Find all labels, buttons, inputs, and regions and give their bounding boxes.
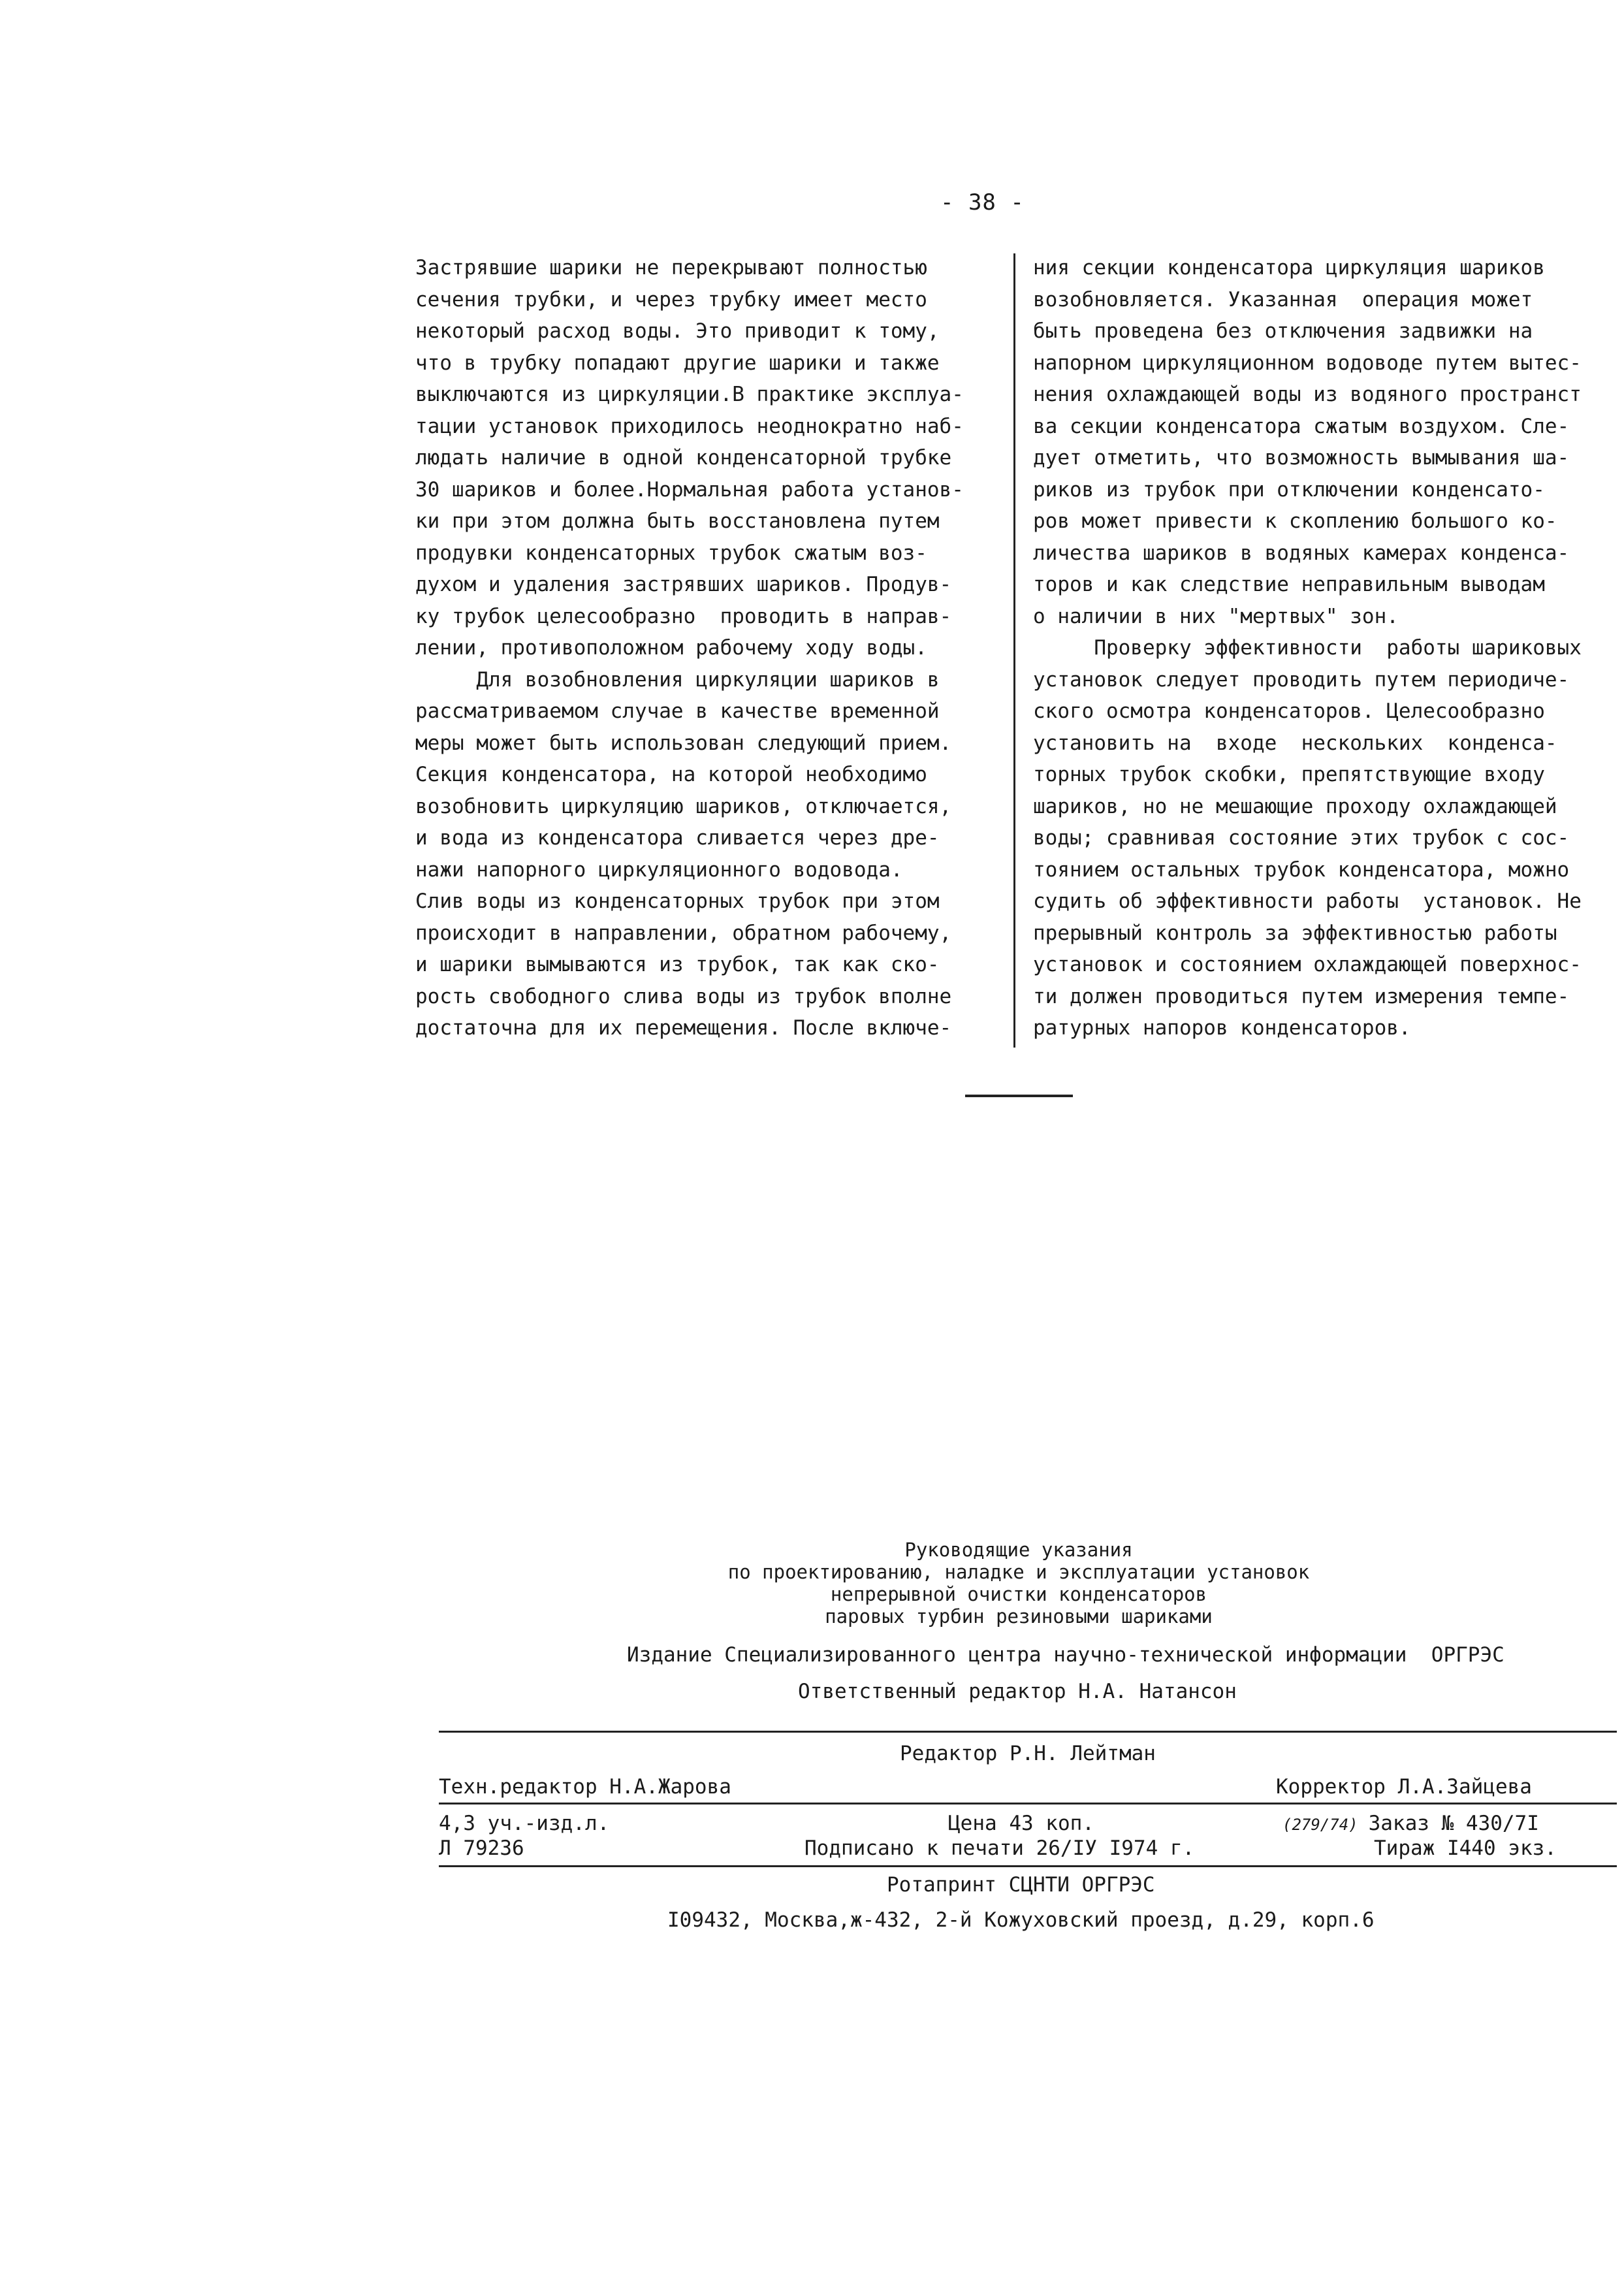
page-number: - 38 - (940, 189, 1025, 216)
end-of-text-rule (965, 1095, 1073, 1097)
text-line: происходит в направлении, обратном рабочему, (415, 921, 952, 945)
text-line: ров может привести к скоплению большого ко- (1033, 509, 1557, 533)
imprint-title-line: непрерывной очистки конденсаторов (830, 1583, 1207, 1605)
text-line: установок и состоянием охлаждающей поверхнос- (1033, 953, 1582, 976)
text-line: ку трубок целесообразно проводить в направ- (415, 604, 952, 628)
text-line: рость свободного слива воды из трубок вполне (415, 984, 952, 1008)
text-line: воды; сравнивая состояние этих трубок с сос- (1033, 826, 1570, 850)
text-line: Проверку эффективности работы шариковых (1033, 636, 1582, 660)
text-line: сечения трубки, и через трубку имеет место (415, 287, 927, 312)
text-line: напорном циркуляционном водоводе путем вытес- (1033, 351, 1582, 375)
imprint-title-line: Руководящие указания (904, 1539, 1133, 1561)
text-line: судить об эффективности работы установок. Не (1033, 890, 1582, 913)
address: I09432, Москва,ж-432, 2-й Кожуховский проезд, д.29, корп.6 (667, 1908, 1375, 1932)
imprint-title-line: по проектированию, наладке и эксплуатации установок (727, 1561, 1310, 1583)
text-line: Застрявшие шарики не перекрывают полностью (415, 256, 927, 280)
text-line: ратурных напоров конденсаторов. (1033, 1016, 1411, 1040)
text-line: риков из трубок при отключении конденсато- (1033, 477, 1545, 502)
text-line: ния секции конденсатора циркуляция шариков (1033, 256, 1545, 280)
responsible-editor: Ответственный редактор Н.А. Натансон (798, 1680, 1237, 1703)
text-line: некоторый расход воды. Это приводит к тому, (415, 319, 940, 343)
text-line: ти должен проводиться путем измерения темпе- (1033, 984, 1570, 1008)
order-number (1282, 1812, 1539, 1835)
text-line: ки при этом должна быть восстановлена путем (415, 509, 940, 533)
text-line: ского осмотра конденсаторов. Целесообразно (1033, 699, 1545, 723)
text-line: меры может быть использован следующий прием. (415, 731, 952, 755)
text-line: что в трубку попадают другие шарики и также (415, 351, 940, 375)
text-line: 30 шариков и более.Нормальная работа установ- (415, 477, 964, 502)
text-line: возобновить циркуляцию шариков, отключается, (415, 794, 952, 818)
text-line: нения охлаждающей воды из водяного пространст (1033, 383, 1582, 406)
left-text-column (415, 252, 996, 1044)
text-line: тации установок приходилось неоднократно наб- (415, 414, 964, 438)
text-line: духом и удаления застрявших шариков. Продув- (415, 573, 952, 596)
text-line: и шарики вымываются из трубок, так как ско- (415, 953, 940, 976)
text-line: и вода из конденсатора сливается через дре- (415, 826, 940, 850)
order-text: Заказ № 430/7I (1368, 1812, 1539, 1835)
corrector: Корректор Л.А.Зайцева (1276, 1775, 1532, 1799)
text-line: Слив воды из конденсаторных трубок при этом (415, 890, 940, 913)
imprint-rule-top (439, 1731, 1617, 1733)
tech-editor: Техн.редактор Н.А.Жарова (439, 1775, 731, 1799)
text-line: личества шариков в водяных камерах конденса- (1033, 541, 1570, 565)
text-line: Для возобновления циркуляции шариков в (415, 667, 940, 692)
column-divider (1013, 253, 1015, 1048)
publisher-line: Издание Специализированного центра научно-технической информации ОРГРЭС (627, 1643, 1505, 1667)
right-text-column (1033, 252, 1621, 1044)
price: Цена 43 коп. (948, 1812, 1094, 1835)
license-number: Л 79236 (439, 1836, 524, 1860)
print-run: Тираж I440 экз. (1374, 1836, 1557, 1860)
text-line: лении, противоположном рабочему ходу воды. (415, 636, 927, 660)
handwritten-note: (279/74) (1282, 1816, 1358, 1834)
text-line: достаточна для их перемещения. После включе- (415, 1016, 952, 1040)
text-line: выключаются из циркуляции.В практике эксплуа- (415, 383, 964, 406)
text-line: установок следует проводить путем периодиче- (1033, 667, 1570, 692)
text-line: нажи напорного циркуляционного водовода. (415, 858, 903, 882)
text-line: тоянием остальных трубок конденсатора, можно (1033, 858, 1570, 882)
editor: Редактор Р.Н. Лейтман (900, 1742, 1156, 1765)
imprint-title (627, 1539, 1410, 1628)
text-line: людать наличие в одной конденсаторной трубке (415, 446, 952, 470)
imprint-rule-bottom (439, 1865, 1617, 1867)
text-line: ва секции конденсатора сжатым воздухом. Сле- (1033, 414, 1570, 438)
signed-date: Подписано к печати 26/IУ I974 г. (804, 1836, 1195, 1860)
imprint-title-line: паровых турбин резиновыми шариками (825, 1605, 1213, 1628)
text-line: прерывный контроль за эффективностью работы (1033, 921, 1557, 945)
text-line: о наличии в них "мертвых" зон. (1033, 604, 1399, 628)
rotaprint: Ротапринт СЦНТИ ОРГРЭС (887, 1873, 1155, 1897)
volume: 4,3 уч.-изд.л. (439, 1812, 610, 1835)
text-line: быть проведена без отключения задвижки на (1033, 319, 1533, 343)
text-line: установить на входе нескольких конденса- (1033, 731, 1557, 755)
text-line: торов и как следствие неправильным выводам (1033, 573, 1545, 596)
text-line: торных трубок скобки, препятствующие входу (1033, 763, 1545, 786)
text-line: шариков, но не мешающие проходу охлаждающей (1033, 794, 1557, 818)
imprint-rule-middle (439, 1803, 1617, 1804)
text-line: возобновляется. Указанная операция может (1033, 287, 1533, 312)
text-line: Секция конденсатора, на которой необходимо (415, 763, 927, 786)
text-line: продувки конденсаторных трубок сжатым воз- (415, 541, 927, 565)
text-line: рассматриваемом случае в качестве временной (415, 699, 940, 723)
text-line: дует отметить, что возможность вымывания ша- (1033, 446, 1570, 470)
